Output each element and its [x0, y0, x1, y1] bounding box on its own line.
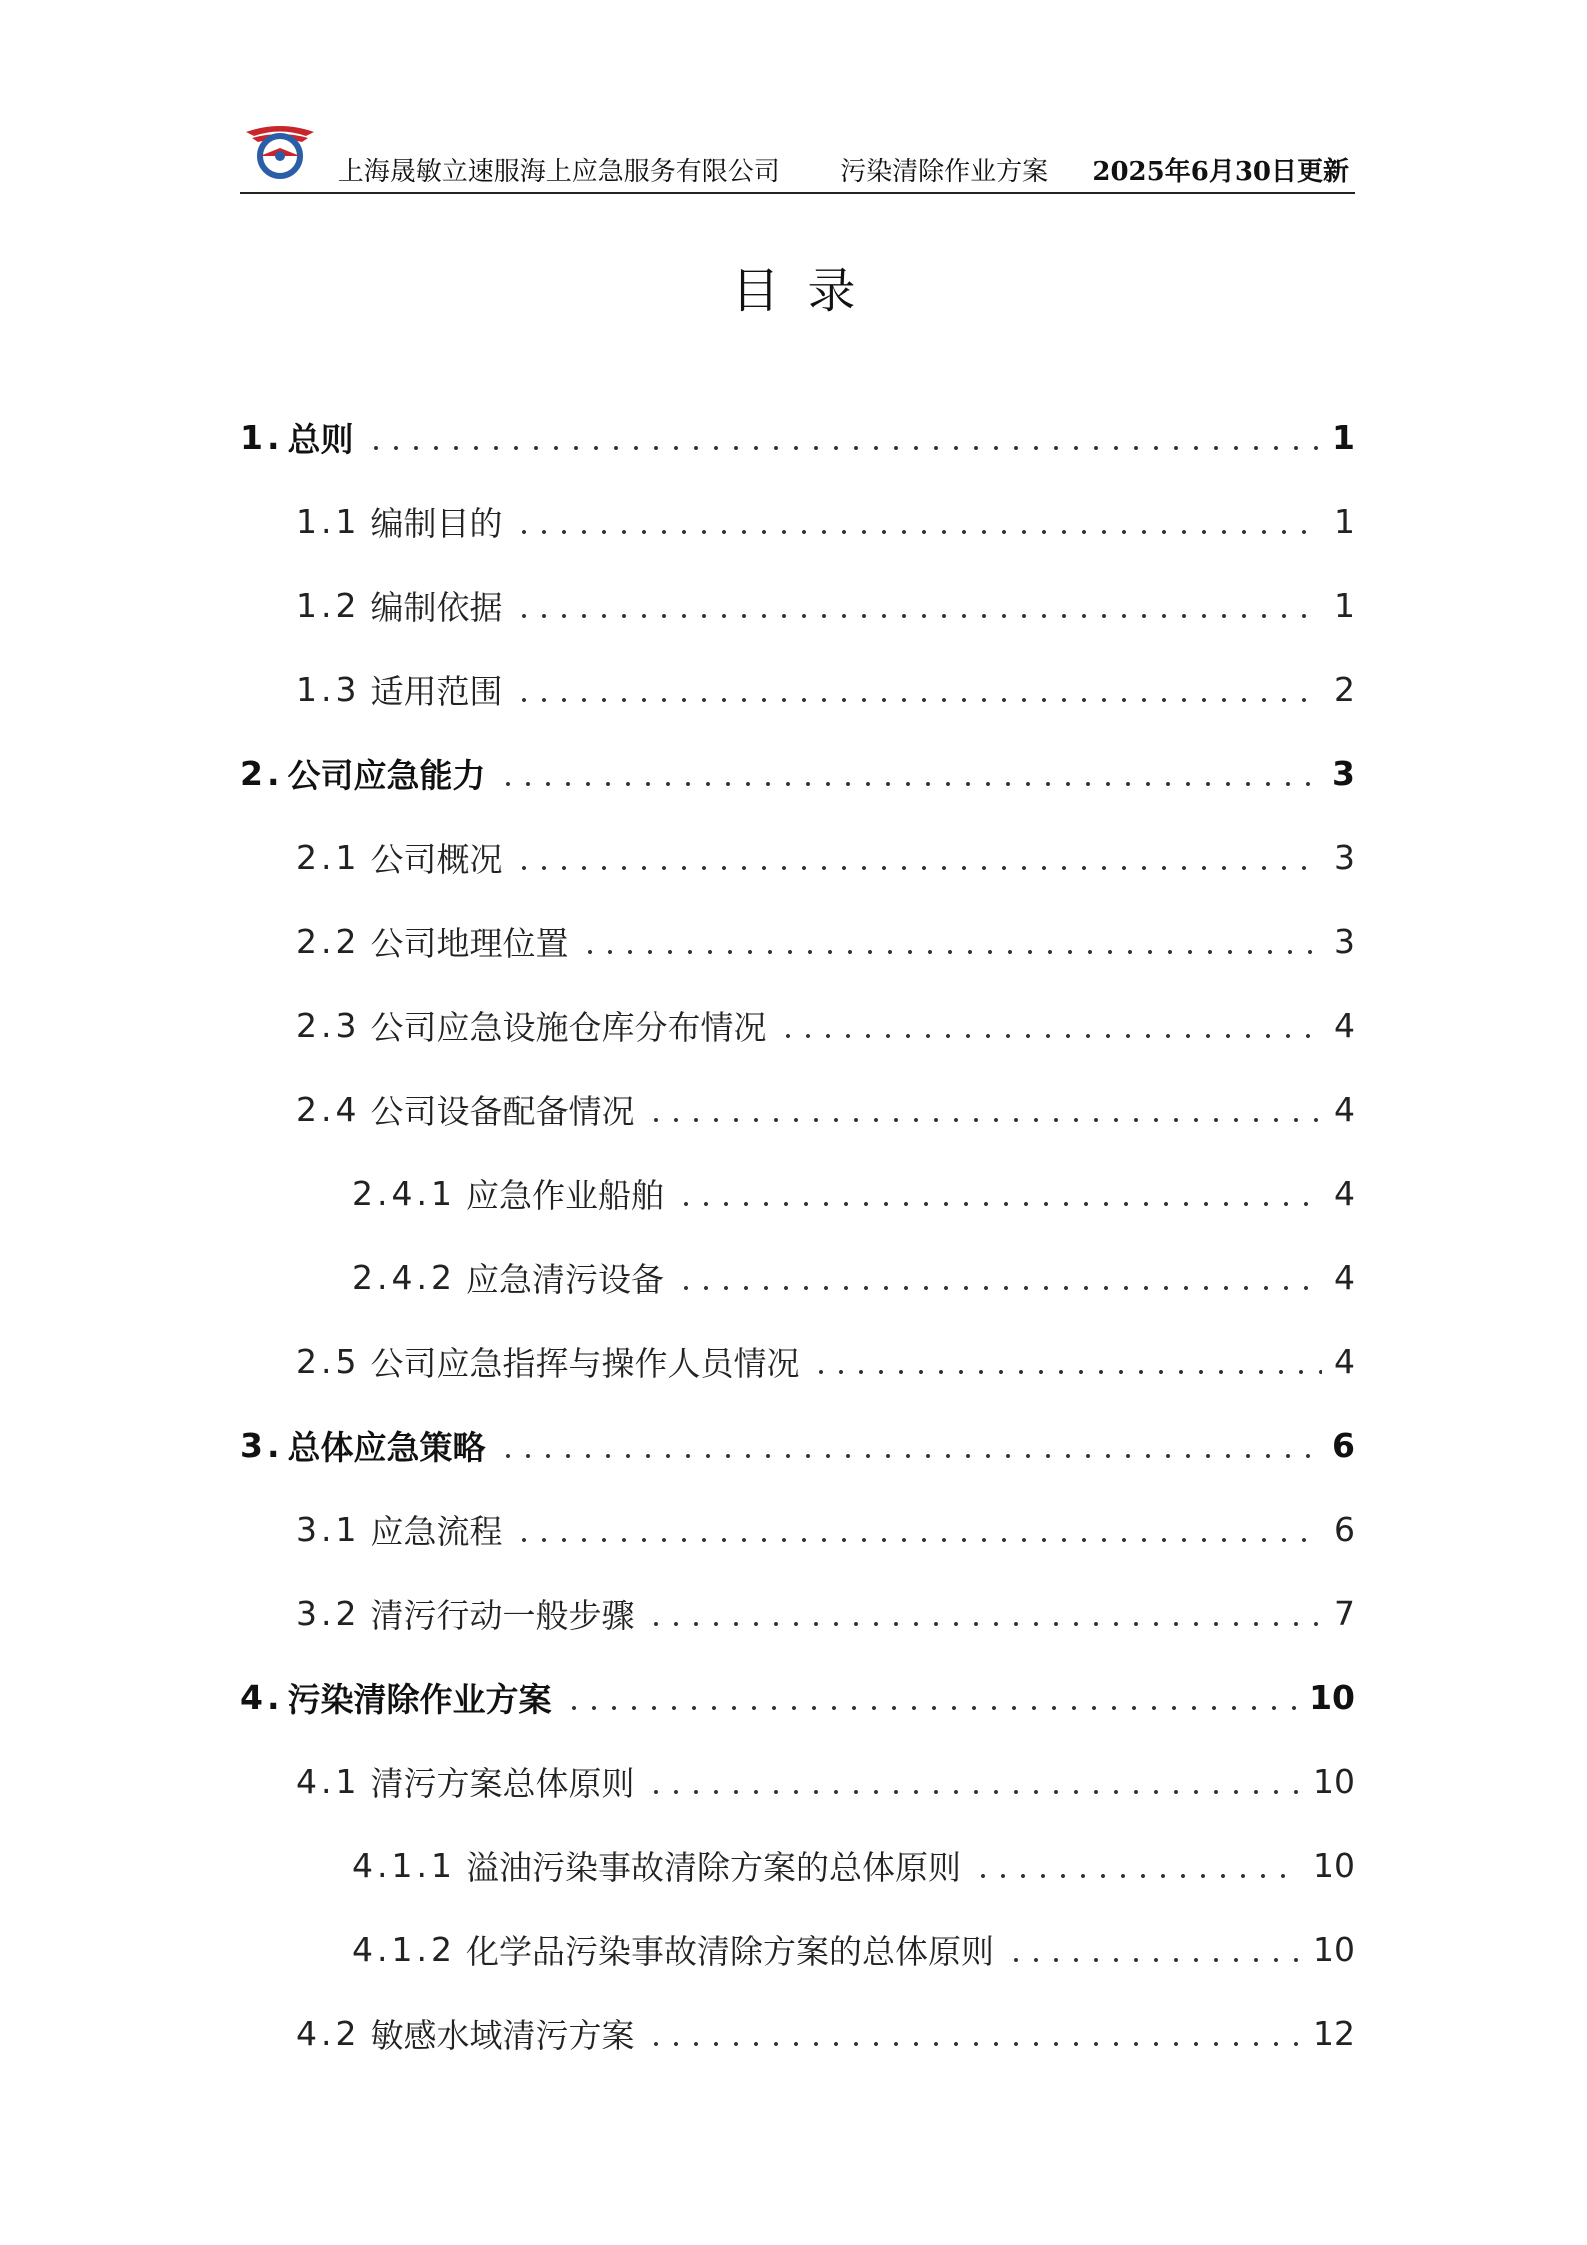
- toc-dot-leader: [564, 1704, 1298, 1712]
- toc-entry-number: 2.5: [296, 1341, 361, 1381]
- toc-entry-page: 10: [1309, 1677, 1355, 1717]
- toc-entry-label: 公司设备配备情况: [370, 1091, 635, 1131]
- toc-entry-page: 2: [1334, 669, 1355, 709]
- toc-entry-number: 2.2: [296, 921, 361, 961]
- company-logo: [240, 118, 320, 180]
- toc-title: 目录: [731, 263, 884, 319]
- header-text: [338, 151, 1349, 188]
- toc-entry-page: 4: [1334, 1341, 1355, 1381]
- toc-dot-leader: [514, 612, 1322, 620]
- toc-entry[interactable]: [240, 1571, 1355, 1655]
- toc-dot-leader: [498, 780, 1321, 788]
- toc-dot-leader: [366, 444, 1321, 452]
- toc-entry-page: 3: [1334, 837, 1355, 877]
- toc-dot-leader: [514, 528, 1322, 536]
- toc-entry-label: 清污方案总体原则: [370, 1763, 635, 1803]
- toc-dot-leader: [778, 1032, 1322, 1040]
- toc-entry-number: 1.: [240, 417, 284, 457]
- toc-entry-number: 2.4.1: [352, 1173, 456, 1213]
- toc-dot-leader: [514, 696, 1322, 704]
- toc-entry-label: 公司应急能力: [287, 755, 486, 795]
- toc-entry-number: 4.1.1: [352, 1845, 456, 1885]
- toc-entry-label: 化学品污染事故清除方案的总体原则: [465, 1931, 994, 1971]
- toc-entry-page: 1: [1334, 585, 1355, 625]
- toc-entry-label: 应急作业船舶: [465, 1175, 664, 1215]
- toc-entry-number: 3.: [240, 1425, 284, 1465]
- toc-entry-page: 4: [1334, 1005, 1355, 1045]
- toc-entry[interactable]: [240, 1151, 1355, 1235]
- toc-dot-leader: [676, 1284, 1322, 1292]
- toc-entry-number: 4.2: [296, 2013, 361, 2053]
- toc-dot-leader: [514, 864, 1322, 872]
- toc-entry[interactable]: [240, 983, 1355, 1067]
- toc-entry[interactable]: [240, 1739, 1355, 1823]
- toc-entry[interactable]: [240, 815, 1355, 899]
- toc-entry[interactable]: [240, 1991, 1355, 2075]
- toc-entry-number: 2.: [240, 753, 284, 793]
- table-of-contents: [240, 395, 1355, 2075]
- toc-entry-number: 4.1: [296, 1761, 361, 1801]
- toc-entry[interactable]: [240, 1235, 1355, 1319]
- toc-entry-label: 敏感水域清污方案: [370, 2015, 635, 2055]
- toc-entry[interactable]: [240, 1907, 1355, 1991]
- toc-entry-number: 3.1: [296, 1509, 361, 1549]
- toc-entry-number: 1.1: [296, 501, 361, 541]
- toc-entry-label: 公司概况: [370, 839, 503, 879]
- header-date: 2025年6月30日更新: [1092, 157, 1349, 187]
- toc-entry-page: 12: [1313, 2013, 1355, 2053]
- toc-entry-page: 4: [1334, 1089, 1355, 1129]
- toc-dot-leader: [646, 2040, 1301, 2048]
- toc-entry[interactable]: [240, 1487, 1355, 1571]
- toc-entry-label: 编制目的: [370, 503, 503, 543]
- toc-entry[interactable]: [240, 899, 1355, 983]
- toc-entry-label: 公司地理位置: [370, 923, 569, 963]
- toc-entry-label: 编制依据: [370, 587, 503, 627]
- toc-entry-page: 4: [1334, 1257, 1355, 1297]
- toc-entry-label: 总则: [287, 419, 354, 459]
- toc-entry-page: 4: [1334, 1173, 1355, 1213]
- toc-entry-number: 4.: [240, 1677, 284, 1717]
- toc-dot-leader: [1006, 1956, 1301, 1964]
- toc-entry-label: 清污行动一般步骤: [370, 1595, 635, 1635]
- toc-entry-page: 3: [1332, 753, 1355, 793]
- toc-dot-leader: [646, 1116, 1322, 1124]
- toc-dot-leader: [676, 1200, 1322, 1208]
- toc-entry-label: 总体应急策略: [287, 1427, 486, 1467]
- toc-entry-number: 2.3: [296, 1005, 361, 1045]
- toc-entry-page: 1: [1332, 417, 1355, 457]
- toc-dot-leader: [498, 1452, 1321, 1460]
- toc-entry[interactable]: [240, 479, 1355, 563]
- toc-entry-page: 10: [1313, 1761, 1355, 1801]
- toc-entry-number: 1.3: [296, 669, 361, 709]
- toc-entry[interactable]: [240, 1067, 1355, 1151]
- header-company: 上海晟敏立速服海上应急服务有限公司: [337, 157, 780, 187]
- toc-dot-leader: [580, 948, 1322, 956]
- toc-entry[interactable]: [240, 1319, 1355, 1403]
- toc-entry-page: 10: [1313, 1929, 1355, 1969]
- header-document-title: 污染清除作业方案: [840, 157, 1049, 187]
- toc-entry[interactable]: [240, 1403, 1355, 1487]
- toc-dot-leader: [973, 1872, 1301, 1880]
- toc-entry-page: 6: [1334, 1509, 1355, 1549]
- toc-entry-page: 7: [1334, 1593, 1355, 1633]
- toc-entry-number: 3.2: [296, 1593, 361, 1633]
- toc-entry[interactable]: [240, 647, 1355, 731]
- toc-entry-label: 适用范围: [370, 671, 503, 711]
- toc-entry-number: 2.4: [296, 1089, 361, 1129]
- toc-entry-label: 溢油污染事故清除方案的总体原则: [465, 1847, 961, 1887]
- toc-dot-leader: [646, 1620, 1322, 1628]
- toc-entry-label: 公司应急设施仓库分布情况: [370, 1007, 767, 1047]
- toc-entry[interactable]: [240, 1655, 1355, 1739]
- toc-entry-page: 3: [1334, 921, 1355, 961]
- toc-entry-page: 1: [1334, 501, 1355, 541]
- toc-entry-page: 10: [1313, 1845, 1355, 1885]
- toc-entry[interactable]: [240, 731, 1355, 815]
- toc-dot-leader: [514, 1536, 1322, 1544]
- toc-entry[interactable]: [240, 563, 1355, 647]
- toc-entry-label: 污染清除作业方案: [287, 1679, 552, 1719]
- toc-entry-number: 2.1: [296, 837, 361, 877]
- toc-entry-label: 应急清污设备: [465, 1259, 664, 1299]
- toc-entry[interactable]: [240, 395, 1355, 479]
- toc-entry-page: 6: [1332, 1425, 1355, 1465]
- toc-entry[interactable]: [240, 1823, 1355, 1907]
- toc-dot-leader: [811, 1368, 1322, 1376]
- toc-entry-number: 1.2: [296, 585, 361, 625]
- toc-dot-leader: [646, 1788, 1301, 1796]
- toc-entry-label: 应急流程: [370, 1511, 503, 1551]
- toc-entry-number: 2.4.2: [352, 1257, 456, 1297]
- page-header: [240, 110, 1355, 194]
- toc-entry-number: 4.1.2: [352, 1929, 456, 1969]
- toc-entry-label: 公司应急指挥与操作人员情况: [370, 1343, 800, 1383]
